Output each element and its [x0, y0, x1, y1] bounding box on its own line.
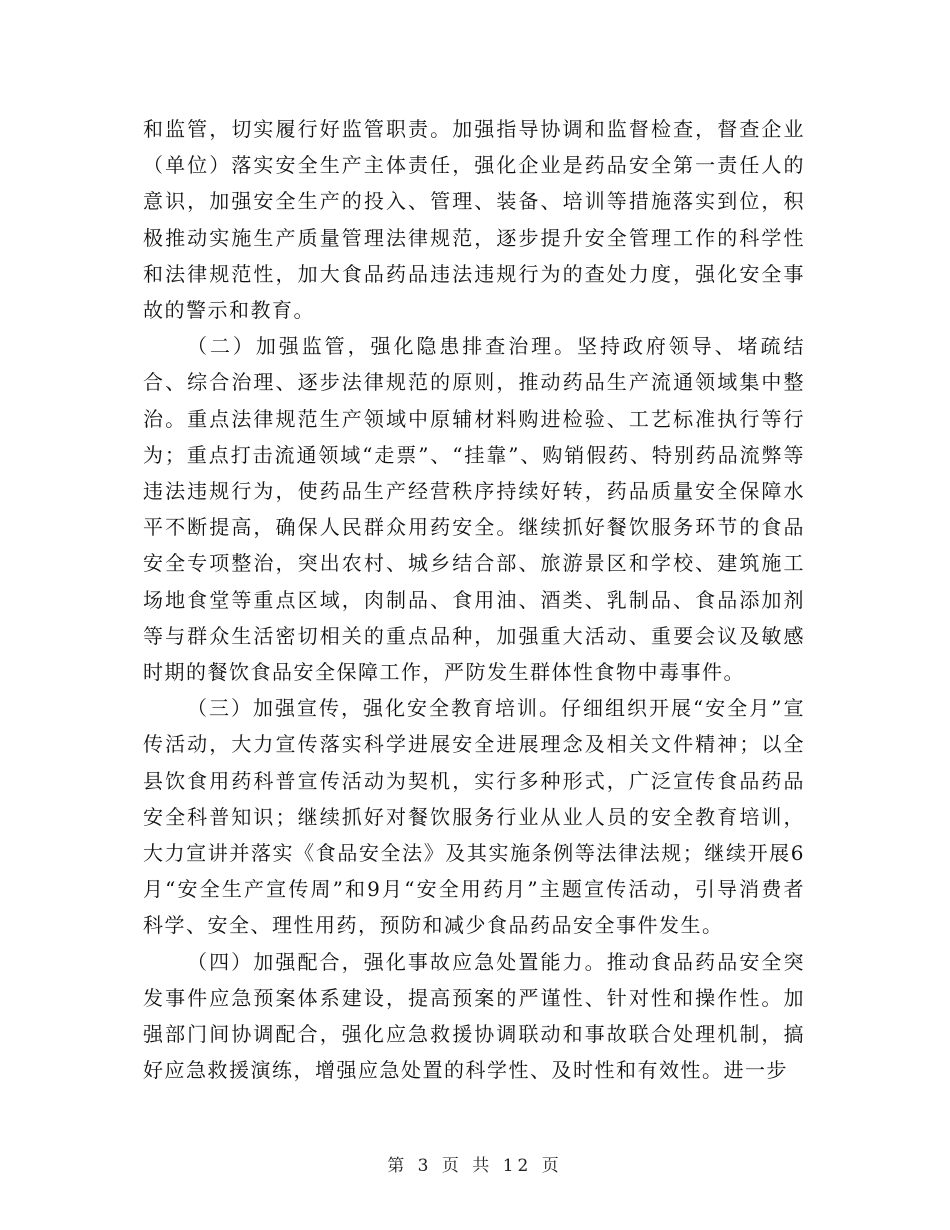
- paragraph-3: （三）加强宣传，强化安全教育培训。仔细组织开展“安全月”宣传活动，大力宣传落实科学进展安全进展理念及相关文件精神；以全县饮食用药科普宣传活动为契机，实行多种形式，广泛宣传食品药品安全科普知识；继续抓好对餐饮服务行业从业人员的安全教育培训，大力宣讲并落实《食品安全法》及其实施条例等法律法规；继续开展6月“安全生产宣传周”和9月“安全用药月”主题宣传活动，引导消费者科学、安全、理性用药，预防和减少食品药品安全事件发生。: [143, 696, 805, 938]
- paragraph-1: 和监管，切实履行好监管职责。加强指导协调和监督检查，督查企业（单位）落实安全生产主体责任，强化企业是药品安全第一责任人的意识，加强安全生产的投入、管理、装备、培训等措施落实到位，积极推动实施生产质量管理法律规范，逐步提升安全管理工作的科学性和法律规范性，加大食品药品违法违规行为的查处力度，强化安全事故的警示和教育。: [143, 117, 805, 323]
- page-number-footer: 第 3 页 共 12 页: [387, 1156, 563, 1176]
- paragraph-4: （四）加强配合，强化事故应急处置能力。推动食品药品安全突发事件应急预案体系建设，提高预案的严谨性、针对性和操作性。加强部门间协调配合，强化应急救援协调联动和事故联合处理机制，搞好应急救援演练，增强应急处置的科学性、及时性和有效性。进一步: [143, 949, 805, 1083]
- paragraph-2: （二）加强监管，强化隐患排查治理。坚持政府领导、堵疏结合、综合治理、逐步法律规范的原则，推动药品生产流通领域集中整治。重点法律规范生产领域中原辅材料购进检验、工艺标准执行等行为；重点打击流通领域“走票”、“挂靠”、购销假药、特别药品流弊等违法违规行为，使药品生产经营秩序持续好转，药品质量安全保障水平不断提高，确保人民群众用药安全。继续抓好餐饮服务环节的食品安全专项整治，突出农村、城乡结合部、旅游景区和学校、建筑施工场地食堂等重点区域，肉制品、食用油、酒类、乳制品、食品添加剂等与群众生活密切相关的重点品种，加强重大活动、重要会议及敏感时期的餐饮食品安全保障工作，严防发生群体性食物中毒事件。: [143, 334, 805, 685]
- document-body: [143, 111, 805, 1088]
